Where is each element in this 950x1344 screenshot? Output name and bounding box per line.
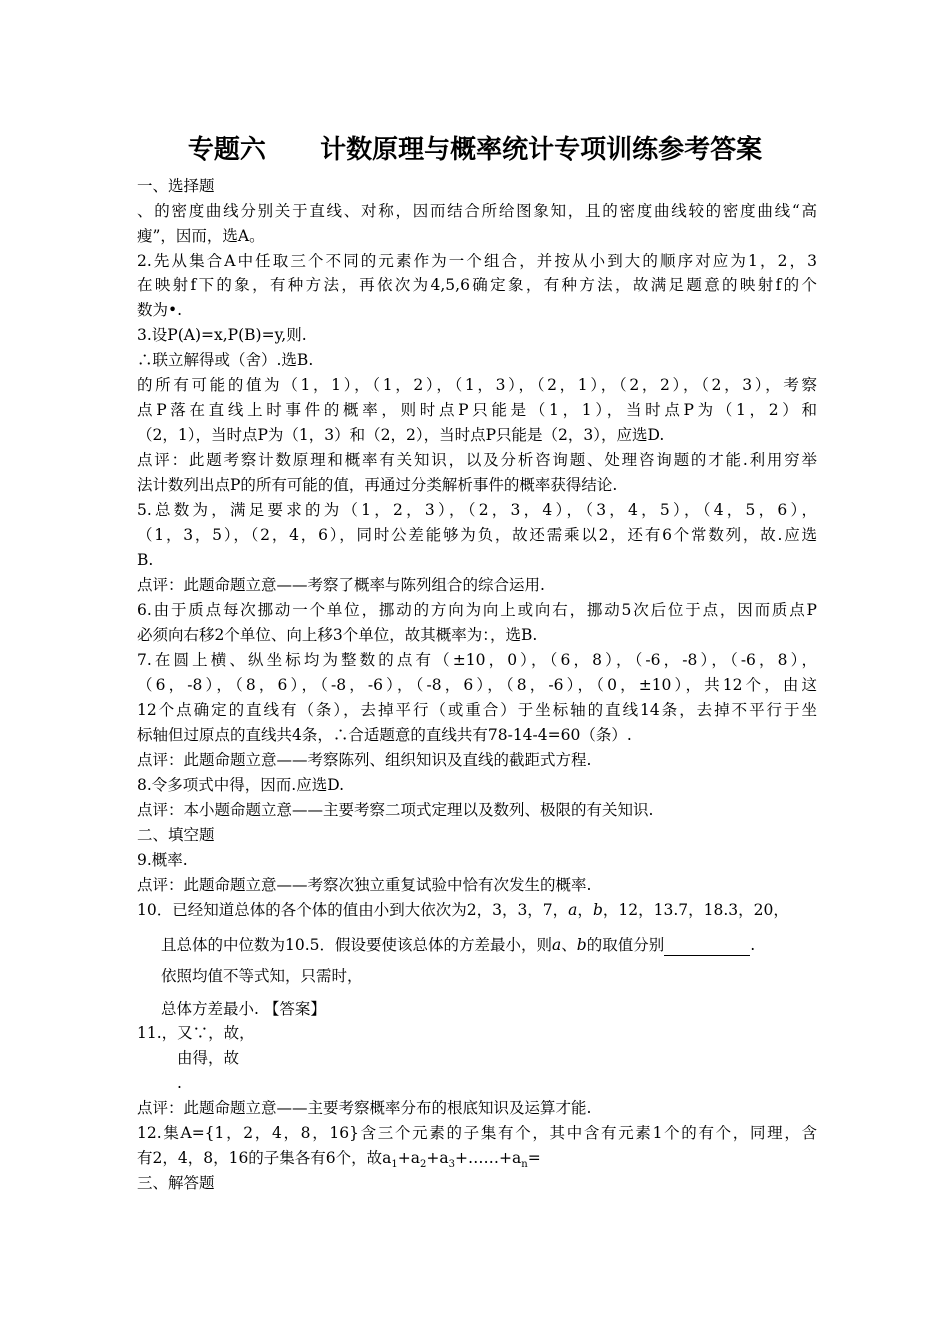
- answer-line: 瘦”，因而，选A。: [137, 227, 265, 245]
- q10-text: 且总体的中位数为10.5．假设要使该总体的方差最小，则: [161, 936, 553, 954]
- question-10-line: [161, 934, 841, 956]
- question-10-line: 依照均值不等式知，只需时，: [161, 967, 363, 985]
- question-12-line: 12.集A={1，2，4，8，16}含三个元素的子集有个，其中含有元素1个的有个，同理，含: [137, 1124, 817, 1142]
- comment-line: 点评：此题命题立意——考察次独立重复试验中恰有次发生的概率.: [137, 876, 592, 894]
- question-12-line: [137, 1147, 817, 1169]
- answer-line: 、的密度曲线分别关于直线、对称，因而结合所给图象知，且的密度曲线较的密度曲线“高: [137, 202, 817, 220]
- q12-text: 有2，4，8，16的子集各有6个，故a: [137, 1149, 392, 1167]
- subscript: n: [521, 1159, 528, 1169]
- answer-line: 5.总数为，满足要求的为（1，2，3），（2，3，4），（3，4，5），（4，5，6），: [137, 501, 817, 519]
- section-heading-choice: 一、选择题: [137, 177, 215, 195]
- answer-line: 在映射f下的象，有种方法，再依次为4,5,6确定象，有种方法，故满足题意的映射f的个: [137, 276, 817, 294]
- answer-line: ∴联立解得或（舍）.选B.: [137, 351, 314, 369]
- q12-text: +a: [397, 1149, 421, 1167]
- q12-text: +……+a: [455, 1149, 522, 1167]
- answer-line: B.: [137, 551, 154, 569]
- variable-b: b: [576, 936, 587, 954]
- answer-line: （6，-8），（8，6），（-8，-6），（-8，6），（8，-6），（0，±10），共12个，由这: [137, 676, 817, 694]
- answer-line: 点P落在直线上时事件的概率，则时点P只能是（1，1），当时点P为（1，2）和: [137, 401, 817, 419]
- comment-line: 点评：此题命题立意——主要考察概率分布的根底知识及运算才能.: [137, 1099, 592, 1117]
- answer-line: 9.概率.: [137, 851, 188, 869]
- comment-line: 点评：此题命题立意——考察了概率与陈列组合的综合运用.: [137, 576, 545, 594]
- q10-text: ，12，13.7，18.3，20，: [602, 901, 789, 919]
- variable-a: a: [568, 901, 578, 919]
- subscript: 2: [420, 1159, 427, 1169]
- answer-blank: [664, 937, 750, 956]
- section-heading-fill: 二、填空题: [137, 826, 215, 844]
- subscript: 3: [448, 1159, 456, 1169]
- answer-line: （1，3，5），（2，4，6），同时公差能够为负，故还需乘以2，还有6个常数列，故.应选: [137, 526, 817, 544]
- comment-line: 法计数列出点P的所有可能的值，再通过分类解析事件的概率获得结论.: [137, 476, 618, 494]
- subscript: 1: [391, 1159, 398, 1169]
- answer-line: 必须向右移2个单位、向上移3个单位，故其概率为：，选B.: [137, 626, 538, 644]
- question-11-line: .: [177, 1074, 182, 1092]
- variable-b: b: [592, 901, 603, 919]
- page-title: 专题六 计数原理与概率统计专项训练参考答案: [187, 135, 763, 165]
- question-11-line: 11.，又∵，故，: [137, 1024, 255, 1042]
- q12-text: +a: [426, 1149, 449, 1167]
- question-11-line: 由得，故: [177, 1049, 240, 1067]
- answer-line: 12个点确定的直线有（条），去掉平行（或重合）于坐标轴的直线14条，去掉不平行于坐: [137, 701, 817, 719]
- comment-line: 点评：此题命题立意——考察陈列、组织知识及直线的截距式方程.: [137, 751, 592, 769]
- comment-line: 点评：此题考察计数原理和概率有关知识，以及分析咨询题、处理咨询题的才能.利用穷举: [137, 451, 817, 469]
- question-10-line: [137, 899, 817, 921]
- answer-line: （2，1），当时点P为（1，3）和（2，2），当时点P只能是（2，3），应选D.: [137, 426, 665, 444]
- answer-line: 7.在圆上横、纵坐标均为整数的点有（±10，0），（6，8），（-6，-8），（-6，8），: [137, 651, 817, 669]
- answer-line: 的所有可能的值为（1，1），（1，2），（1，3），（2，1），（2，2），（2，3），考察: [137, 376, 817, 394]
- question-10-line: 总体方差最小. 【答案】: [161, 1000, 326, 1018]
- q10-text: .: [750, 936, 756, 954]
- answer-line: 6.由于质点每次挪动一个单位，挪动的方向为向上或向右，挪动5次后位于点，因而质点P: [137, 601, 817, 619]
- q10-separator: ，: [577, 901, 593, 919]
- variable-a: a: [552, 936, 562, 954]
- answer-line: 数为•.: [137, 301, 183, 319]
- q12-text: =: [527, 1149, 541, 1167]
- comment-line: 点评：本小题命题立意——主要考察二项式定理以及数列、极限的有关知识.: [137, 801, 654, 819]
- answer-line: 标轴但过原点的直线共4条，∴合适题意的直线共有78-14-4=60（条）.: [137, 726, 632, 744]
- answer-line: 3.设P(A)=x,P(B)=y,则.: [137, 326, 307, 344]
- q10-text: 10．已经知道总体的各个体的值由小到大依次为2，3，3，7，: [137, 901, 569, 919]
- q10-text: 的取值分别: [586, 936, 665, 954]
- answer-line: 2.先从集合A中任取三个不同的元素作为一个组合，并按从小到大的顺序对应为1，2，3: [137, 252, 817, 270]
- answer-line: 8.令多项式中得，因而.应选D.: [137, 776, 345, 794]
- section-heading-solution: 三、解答题: [137, 1174, 215, 1192]
- q10-text: 、: [561, 936, 577, 954]
